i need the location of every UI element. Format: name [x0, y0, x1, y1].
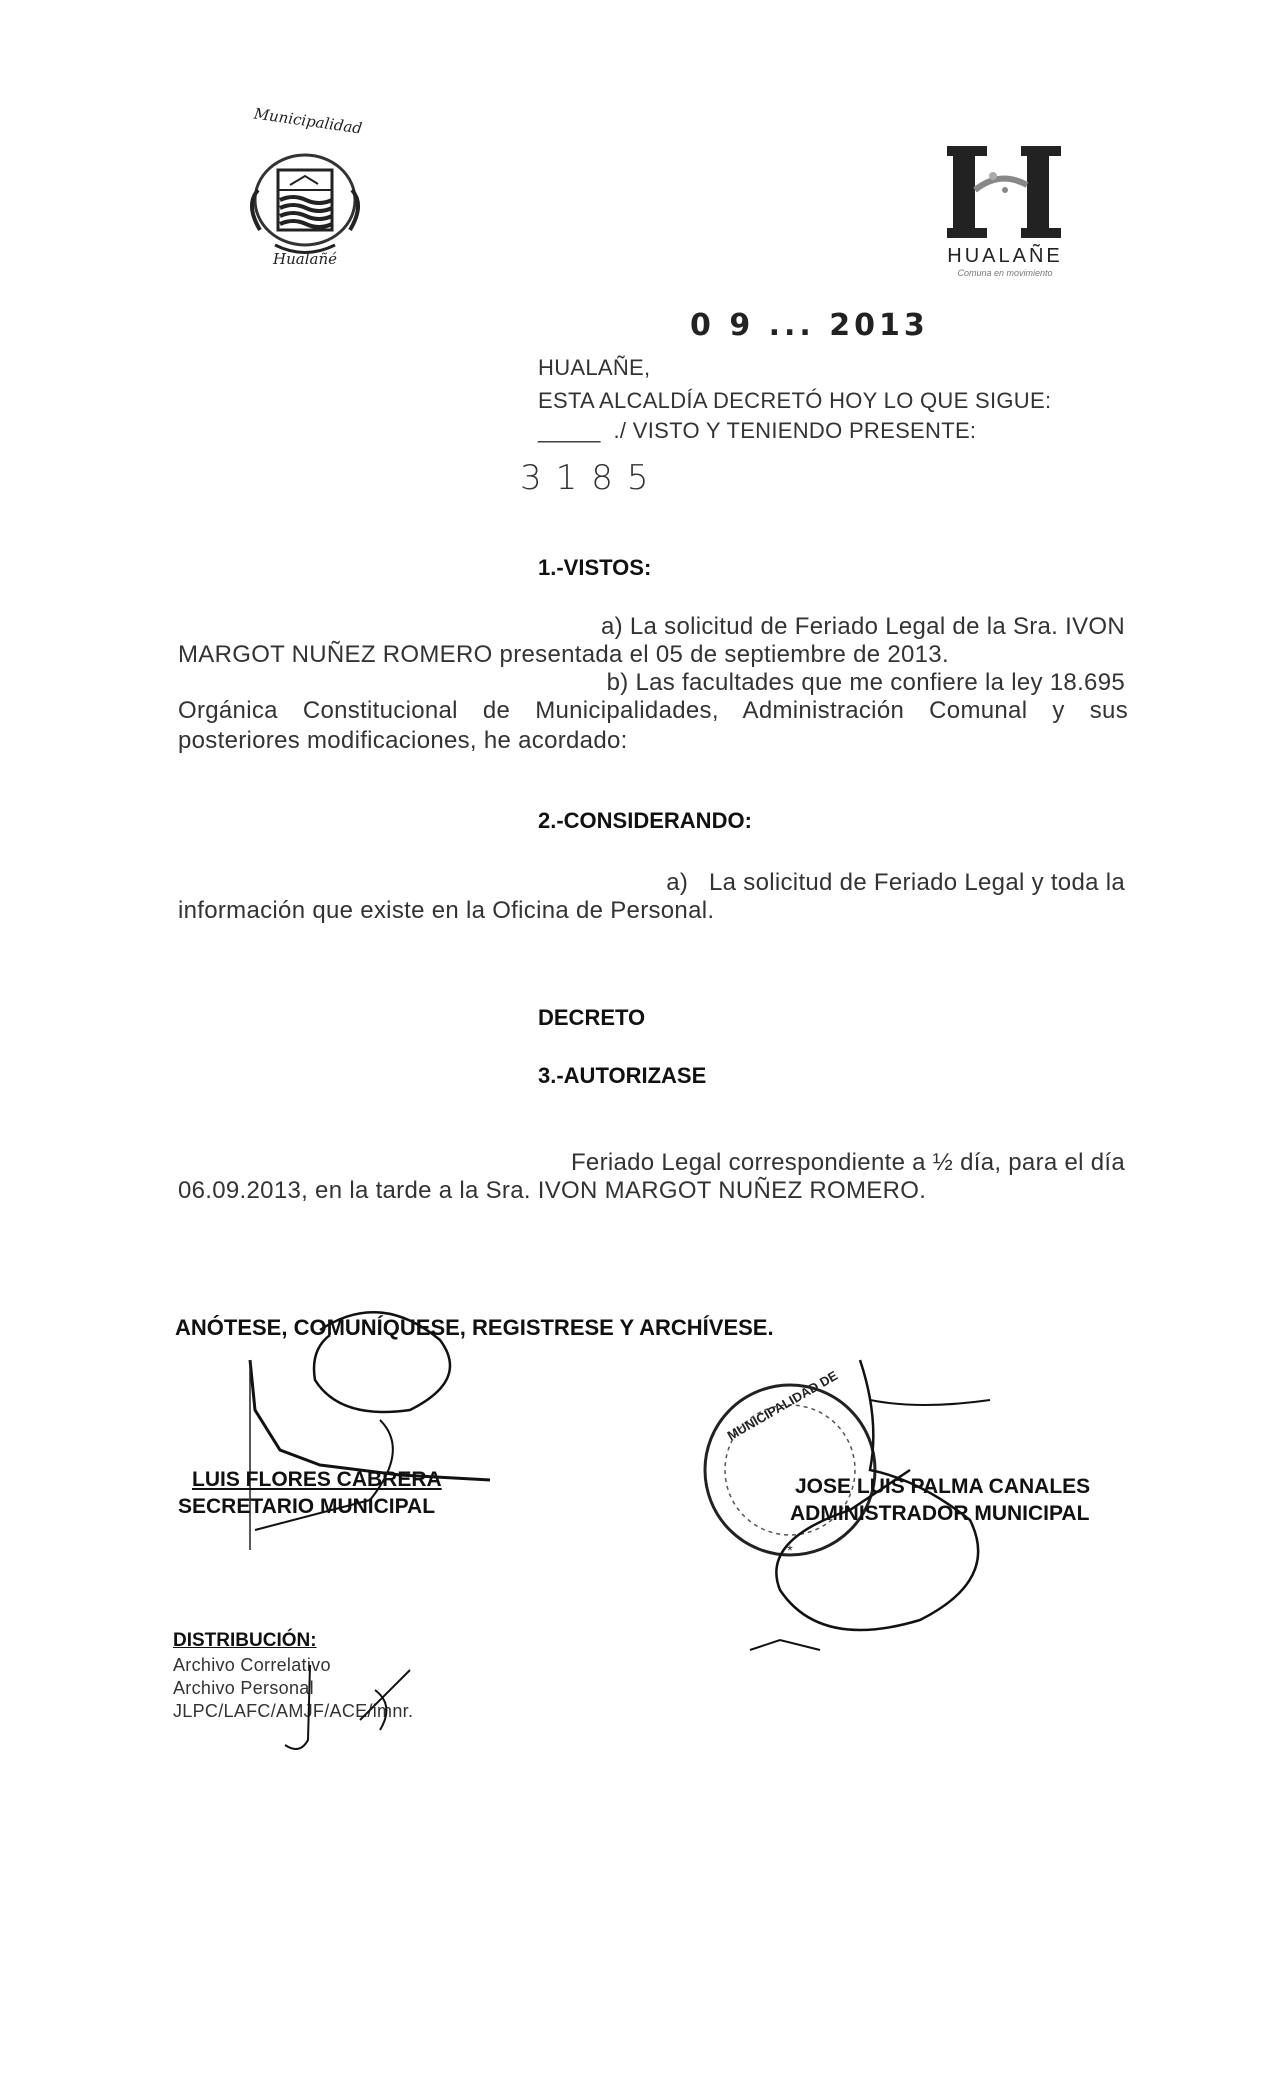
vistos-b-rest: Orgánica Constitucional de Municipalidades, Administración Comunal y sus posteriores modificaciones, he acordado:	[178, 697, 1128, 754]
municipal-seal	[230, 104, 380, 270]
place-line: HUALAÑE,	[538, 355, 651, 380]
considerando-heading: 2.-CONSIDERANDO:	[538, 808, 752, 833]
left-signer-name: LUIS FLORES CABRERA	[192, 1468, 442, 1491]
brand-name: HUALAÑE	[947, 245, 1063, 267]
vistos-heading: 1.-VISTOS:	[538, 555, 652, 580]
right-signer-name: JOSE LUIS PALMA CANALES	[795, 1475, 1091, 1498]
brand-tagline: Comuna en movimiento	[957, 268, 1053, 278]
intro-line-2: _____ ./ VISTO Y TENIENDO PRESENTE:	[538, 418, 977, 443]
right-signer-title: ADMINISTRADOR MUNICIPAL	[790, 1502, 1090, 1525]
intro-line-1: ESTA ALCALDÍA DECRETÓ HOY LO QUE SIGUE:	[538, 388, 1052, 413]
decree-number: 3185	[520, 458, 663, 498]
hualane-h-logo-icon	[945, 140, 1065, 240]
distribution-item: Archivo Personal	[173, 1678, 314, 1698]
decreto-heading: DECRETO	[538, 1005, 646, 1030]
svg-text:*: *	[787, 1542, 793, 1558]
stamp-text: MUNICIPALIDAD DE	[724, 1367, 841, 1444]
vistos-a-first: a) La solicitud de Feriado Legal de la Sra. IVON	[600, 613, 1125, 640]
distribution-item: Archivo Correlativo	[173, 1655, 331, 1675]
decreto-body-first: Feriado Legal correspondiente a ½ día, para el día	[570, 1149, 1125, 1176]
date-stamp: 0 9 ... 2013	[690, 308, 929, 343]
vistos-b-first: b) Las facultades que me confiere la ley 18.695	[606, 669, 1125, 696]
initials-scribble	[280, 1660, 440, 1760]
decreto-body-rest: 06.09.2013, en la tarde a la Sra. IVON MARGOT NUÑEZ ROMERO.	[178, 1177, 927, 1204]
considerando-a-first: a) La solicitud de Feriado Legal y toda la	[666, 869, 1125, 896]
distribution-item: JLPC/LAFC/AMJF/ACE/imnr.	[173, 1701, 414, 1721]
seal-top-text: Municipalidad	[252, 104, 364, 138]
autorizase-heading: 3.-AUTORIZASE	[538, 1063, 707, 1088]
considerando-a-rest: información que existe en la Oficina de Personal.	[178, 897, 715, 924]
vistos-a-rest: MARGOT NUÑEZ ROMERO presentada el 05 de septiembre de 2013.	[178, 641, 949, 668]
hualane-logo	[935, 140, 1075, 290]
left-signer-title: SECRETARIO MUNICIPAL	[178, 1495, 436, 1518]
left-signature-scribble	[240, 1300, 500, 1560]
seal-bottom-text: Hualañé	[273, 250, 337, 268]
closing-formula: ANÓTESE, COMUNÍQUESE, REGISTRESE Y ARCHÍVESE.	[175, 1315, 774, 1340]
distribution-heading: DISTRIBUCIÓN:	[173, 1630, 317, 1651]
